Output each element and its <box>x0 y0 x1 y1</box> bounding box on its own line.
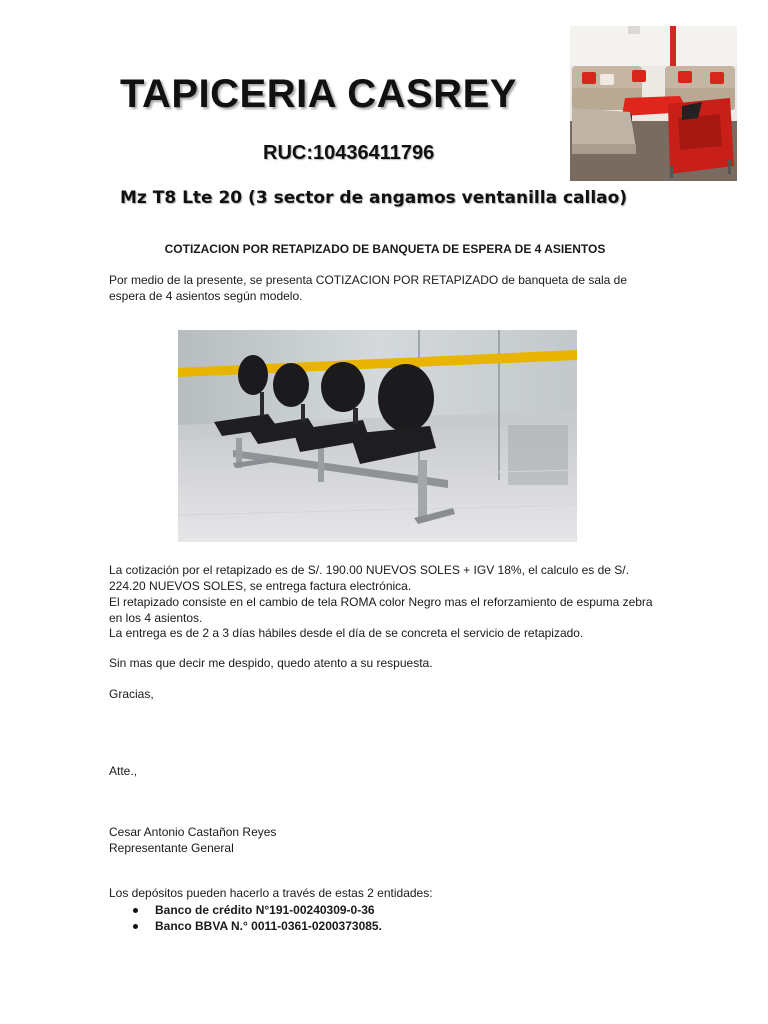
fabric-paragraph: El retapizado consiste en el cambio de tela ROMA color Negro mas el reforzamiento de espuma zebra en los 4 asientos. <box>109 595 653 625</box>
company-name: TAPICERIA CASREY <box>120 72 517 116</box>
farewell-paragraph: Sin mas que decir me despido, quedo atento a su respuesta. <box>109 656 433 670</box>
price-paragraph: La cotización por el retapizado es de S/. 190.00 NUEVOS SOLES + IGV 18%, el calculo es de S/. 224.20 NUEVOS SOLES, se entrega factura electrónica. <box>109 563 629 593</box>
bank-item-bcp: Banco de crédito N°191-00240309-0-36 <box>110 902 382 918</box>
intro-paragraph: Por medio de la presente, se presenta COTIZACION POR RETAPIZADO de banqueta de sala de espera de 4 asientos según modelo. <box>109 273 628 303</box>
living-room-sofa-photo <box>570 26 737 181</box>
bank-item-bbva: Banco BBVA N.° 0011-0361-0200373085. <box>110 918 382 934</box>
signature-role: Representante General <box>109 841 234 855</box>
thanks-text: Gracias, <box>109 687 154 701</box>
atte-text: Atte., <box>109 764 138 778</box>
waiting-bench-photo <box>178 330 577 542</box>
quotation-title: COTIZACION POR RETAPIZADO DE BANQUETA DE ESPERA DE 4 ASIENTOS <box>164 242 606 256</box>
company-address: Mz T8 Lte 20 (3 sector de angamos ventanilla callao) <box>120 188 628 208</box>
payment-intro: Los depósitos pueden hacerlo a través de estas 2 entidades: <box>109 886 433 900</box>
signature-name: Cesar Antonio Castañon Reyes <box>109 825 277 839</box>
bank-list <box>110 902 382 934</box>
ruc-number: RUC:10436411796 <box>263 142 435 164</box>
delivery-paragraph: La entrega es de 2 a 3 días hábiles desde el día de se concreta el servicio de retapizado. <box>109 626 584 640</box>
